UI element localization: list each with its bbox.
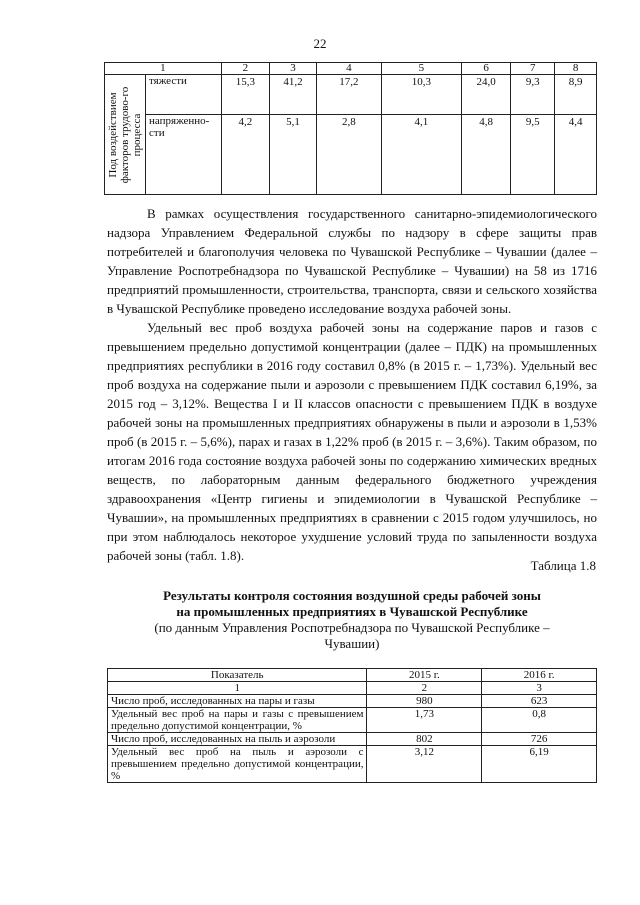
- table-row: [108, 733, 597, 746]
- table-cell: 4,2: [221, 115, 269, 195]
- data-table: [107, 668, 597, 783]
- table-subtitle: (по данным Управления Роспотребнадзора по Чувашской Республике –: [154, 620, 550, 635]
- column-number: 4: [316, 63, 381, 75]
- table-cell: 8,9: [555, 75, 597, 115]
- column-number: 5: [381, 63, 461, 75]
- page-number: 22: [313, 36, 327, 51]
- table-cell: 2,8: [316, 115, 381, 195]
- table-cell: 9,3: [511, 75, 555, 115]
- column-number-row: [105, 63, 597, 75]
- column-header: 2016 г.: [482, 669, 597, 682]
- table-cell: 980: [367, 695, 482, 708]
- table-cell: 1,73: [367, 708, 482, 733]
- continued-table: [104, 62, 597, 195]
- column-number: 2: [221, 63, 269, 75]
- table-row: [108, 695, 597, 708]
- row-label: Число проб, исследованных на пары и газы: [108, 695, 367, 708]
- table-cell: 17,2: [316, 75, 381, 115]
- group-label: Под воздействием факторов трудово-го процесса: [107, 86, 143, 184]
- table-row: [108, 708, 597, 733]
- table-header-row: [108, 669, 597, 682]
- row-label: тяжести: [146, 75, 222, 115]
- column-number: 1: [105, 63, 222, 75]
- row-label: Число проб, исследованных на пыль и аэрозоли: [108, 733, 367, 746]
- column-number: 8: [555, 63, 597, 75]
- table-cell: 623: [482, 695, 597, 708]
- table-cell: 10,3: [381, 75, 461, 115]
- table-cell: 726: [482, 733, 597, 746]
- table-cell: 9,5: [511, 115, 555, 195]
- table-cell: 24,0: [461, 75, 510, 115]
- table-cell: 4,8: [461, 115, 510, 195]
- table-cell: 6,19: [482, 746, 597, 783]
- table-cell: 15,3: [221, 75, 269, 115]
- table-cell: 0,8: [482, 708, 597, 733]
- column-header: Показатель: [108, 669, 367, 682]
- column-number: 6: [461, 63, 510, 75]
- table-cell: 41,2: [270, 75, 317, 115]
- table-row: [105, 75, 597, 115]
- table-caption-label: Таблица 1.8: [530, 558, 596, 573]
- table-cell: 5,1: [270, 115, 317, 195]
- column-number: 7: [511, 63, 555, 75]
- table-title: Результаты контроля состояния воздушной среды рабочей зоны: [163, 588, 541, 603]
- column-number: 3: [482, 682, 597, 695]
- column-number-row: [108, 682, 597, 695]
- table-row: [105, 115, 597, 195]
- row-label: Удельный вес проб на пары и газы с превышением предельно допустимой концентрации, %: [108, 708, 367, 733]
- row-label: Удельный вес проб на пыль и аэрозоли с превышением предельно допустимой концентрации, %: [108, 746, 367, 783]
- column-number: 1: [108, 682, 367, 695]
- table-row: [108, 746, 597, 783]
- paragraph: Удельный вес проб воздуха рабочей зоны на содержание паров и газов с превышением предельно допустимой концентрации (далее – ПДК) на промышленных предприятиях республики в 2016 году составил 0,8% (в 2015 г. – 1,73%). Удельный вес проб воздуха на содержание пыли и аэрозоли с превышением ПДК составил 6,19%, за 2015 год – 3,12%. Вещества I и II классов опасности с превышением ПДК в воздухе рабочей зоны на промышленных предприятиях обнаружены в пыли и аэрозоли в 1,53% проб (в 2015 г. – 5,6%), парах и газах в 1,22% проб (в 2015 г. – 3,6%). Таким образом, по итогам 2016 года состояние воздуха рабочей зоны по содержанию химических вредных веществ, по лабораторным данным федерального бюджетного учреждения здравоохранения «Центр гигиены и эпидемиологии в Чувашской Республике – Чувашии», на промышленных предприятиях в сравнении с 2015 годом улучшилось, но при этом наблюдалось некоторое ухудшение условий труда по запыленности воздуха рабочей зоны (табл. 1.8).: [107, 320, 597, 563]
- group-label-cell: [105, 75, 146, 195]
- column-header: 2015 г.: [367, 669, 482, 682]
- table-cell: 3,12: [367, 746, 482, 783]
- table-cell: 802: [367, 733, 482, 746]
- column-number: 3: [270, 63, 317, 75]
- table-subtitle: Чувашии): [324, 636, 380, 651]
- column-number: 2: [367, 682, 482, 695]
- table-cell: 4,4: [555, 115, 597, 195]
- table-cell: 4,1: [381, 115, 461, 195]
- table-title: на промышленных предприятиях в Чувашской Республике: [176, 604, 528, 619]
- paragraph: В рамках осуществления государственного санитарно-эпидемиологического надзора Управлением Федеральной службы по надзору в сфере защиты прав потребителей и благополучия человека по Чувашской Республике – Чувашии (далее – Управление Роспотребнадзора по Чувашской Республике – Чувашии) на 58 из 1716 предприятий промышленности, строительства, транспорта, связи и сельского хозяйства в Чувашской Республике проведено исследование воздуха рабочей зоны.: [107, 206, 597, 316]
- row-label: напряженно-сти: [146, 115, 222, 195]
